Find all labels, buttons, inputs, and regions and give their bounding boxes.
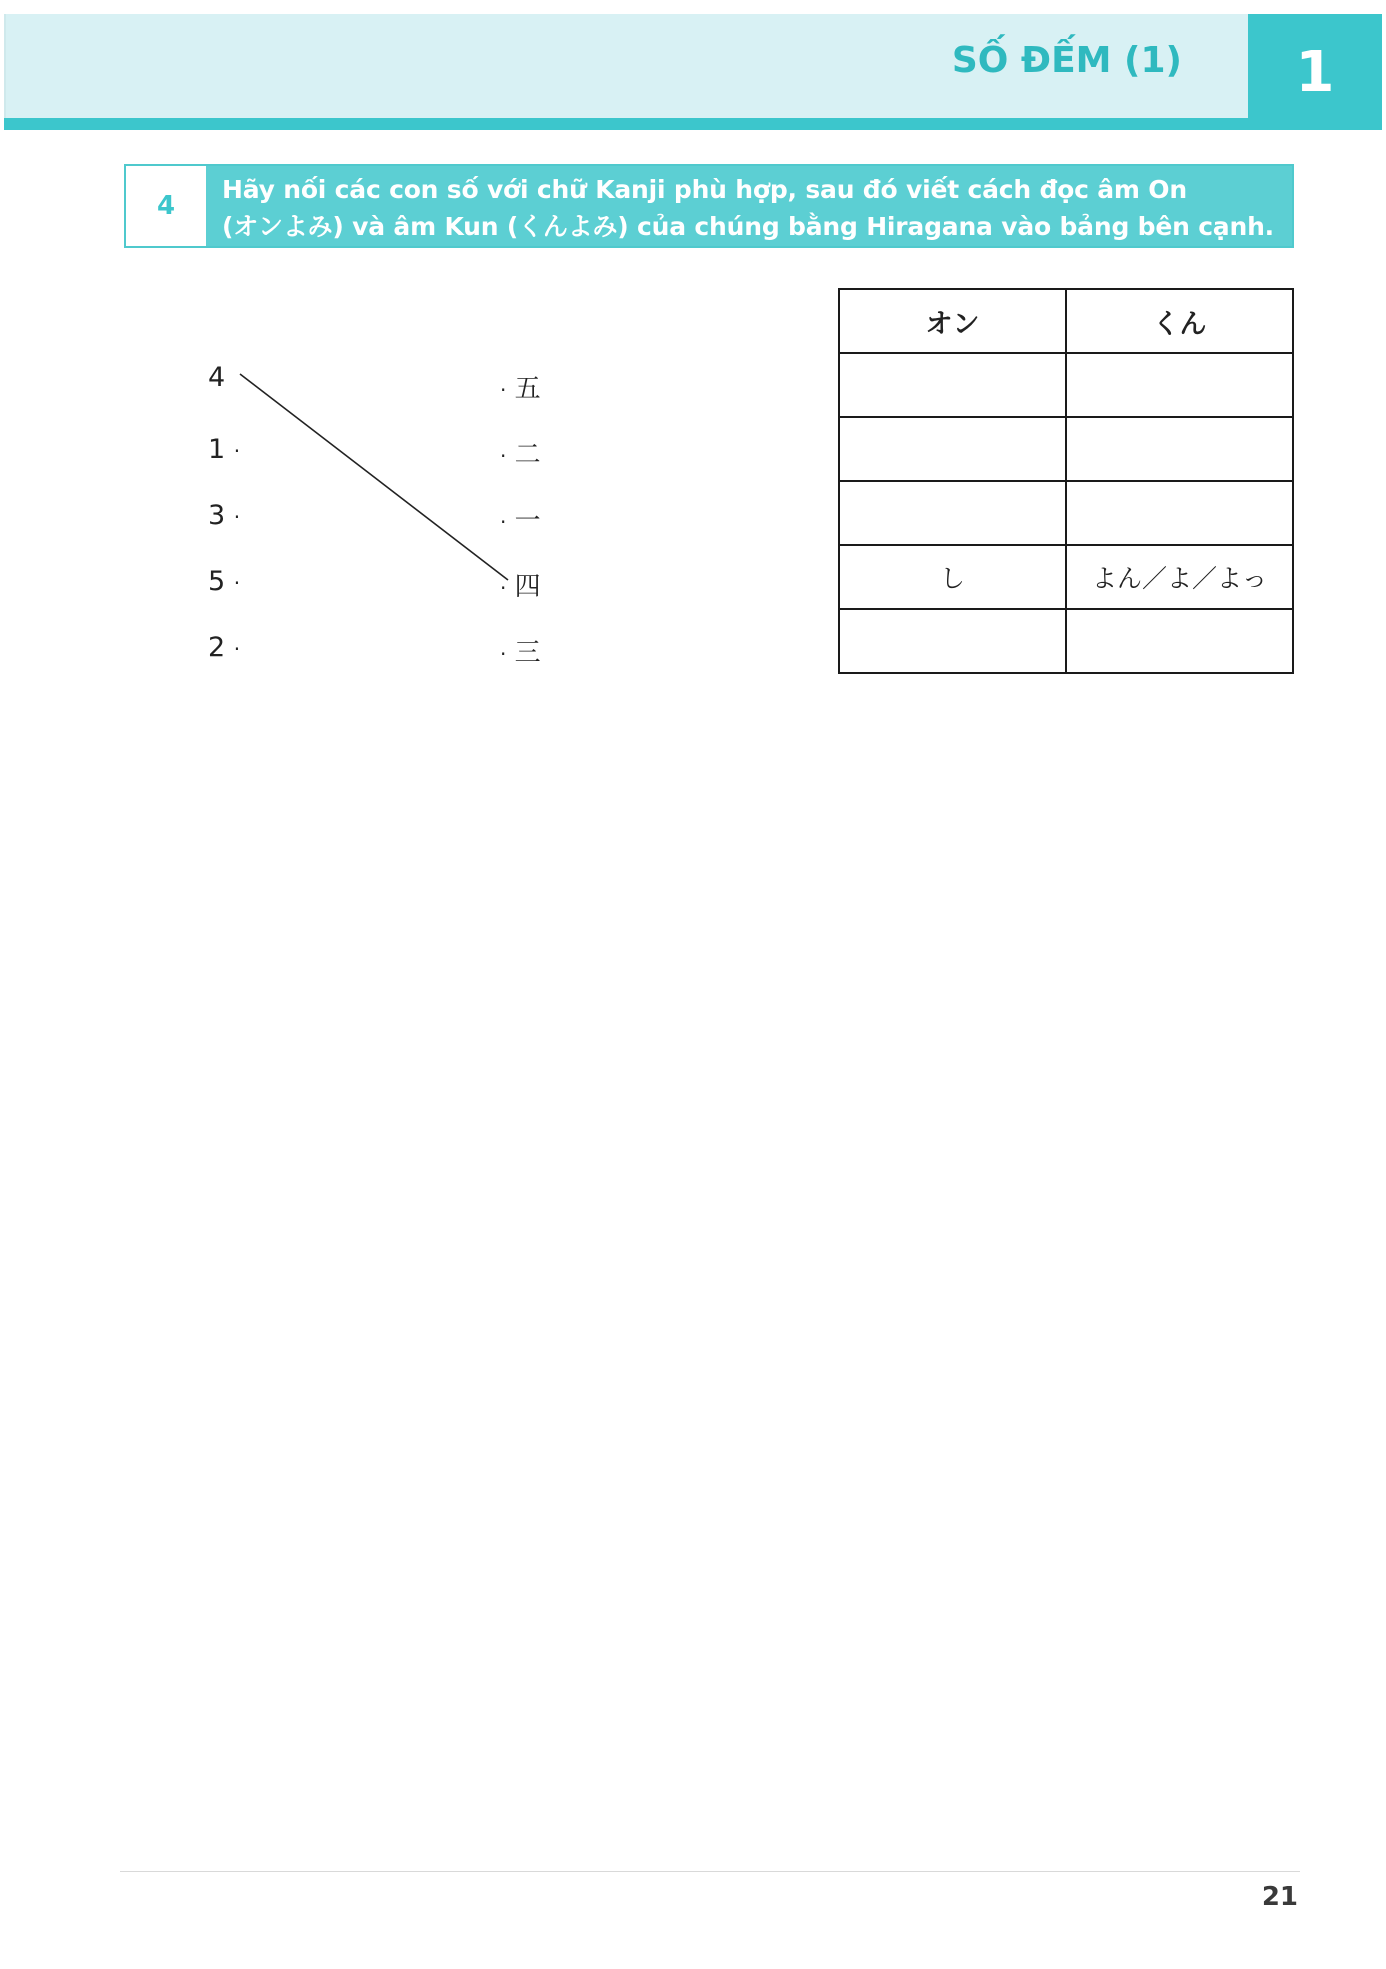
- page-title: SỐ ĐẾM (1): [951, 40, 1182, 81]
- reading-table: [838, 288, 1294, 674]
- kanji-label: 一: [514, 506, 541, 536]
- match-dot: ·: [233, 637, 241, 661]
- match-dot: ·: [233, 505, 241, 529]
- match-dot: ·: [500, 576, 507, 600]
- on-reading-cell[interactable]: し: [839, 545, 1066, 609]
- number-item[interactable]: [208, 632, 240, 663]
- number-label: 1: [208, 434, 226, 465]
- number-label: 5: [208, 566, 226, 597]
- number-label: 4: [208, 362, 226, 393]
- table-row: [839, 481, 1293, 545]
- number-item[interactable]: [208, 434, 240, 465]
- kanji-item[interactable]: [500, 434, 541, 471]
- number-item[interactable]: [208, 500, 240, 531]
- kun-reading-cell[interactable]: [1066, 417, 1293, 481]
- footer-divider: [120, 1871, 1300, 1872]
- page-number: 21: [1261, 1882, 1298, 1912]
- match-dot: ·: [233, 571, 241, 595]
- on-reading-cell[interactable]: [839, 353, 1066, 417]
- kanji-item[interactable]: [500, 368, 541, 405]
- chapter-number-box: [1248, 14, 1382, 130]
- kun-reading-cell[interactable]: よん／よ／よっ: [1066, 545, 1293, 609]
- kun-reading-cell[interactable]: [1066, 481, 1293, 545]
- matching-exercise: [0, 0, 700, 720]
- kanji-item[interactable]: [500, 632, 541, 669]
- number-label: 3: [208, 500, 226, 531]
- kun-reading-cell[interactable]: [1066, 353, 1293, 417]
- matching-lines: [0, 0, 700, 720]
- connection-line-4-四: [240, 374, 508, 580]
- kanji-label: 二: [514, 440, 541, 470]
- kanji-label: 三: [514, 638, 541, 668]
- kanji-label: 四: [514, 572, 541, 602]
- table-row: [839, 417, 1293, 481]
- match-dot: ·: [500, 510, 507, 534]
- exercise-number: 4: [126, 166, 206, 246]
- on-reading-cell[interactable]: [839, 417, 1066, 481]
- number-item[interactable]: [208, 566, 240, 597]
- number-label: 2: [208, 632, 226, 663]
- on-reading-cell[interactable]: [839, 481, 1066, 545]
- kanji-label: 五: [514, 374, 541, 404]
- match-dot: ·: [233, 439, 241, 463]
- match-dot: ·: [500, 378, 507, 402]
- kun-reading-cell[interactable]: [1066, 609, 1293, 673]
- on-reading-cell[interactable]: [839, 609, 1066, 673]
- instruction-line-1: Hãy nối các con số với chữ Kanji phù hợp, sau đó viết cách đọc âm On: [222, 175, 1187, 204]
- table-header-row: [839, 289, 1293, 353]
- kanji-item[interactable]: [500, 500, 541, 537]
- table-row: [839, 609, 1293, 673]
- instruction-line-2: (オンよみ) và âm Kun (くんよみ) của chúng bằng Hiragana vào bảng bên cạnh.: [222, 212, 1274, 241]
- kanji-item[interactable]: [500, 566, 541, 603]
- table-row: [839, 545, 1293, 609]
- match-dot: ·: [500, 444, 507, 468]
- table-row: [839, 353, 1293, 417]
- number-item[interactable]: [208, 362, 225, 393]
- header-kun-reading: くん: [1066, 289, 1293, 353]
- match-dot: ·: [500, 642, 507, 666]
- header-on-reading: オン: [839, 289, 1066, 353]
- chapter-number: 1: [1295, 39, 1335, 105]
